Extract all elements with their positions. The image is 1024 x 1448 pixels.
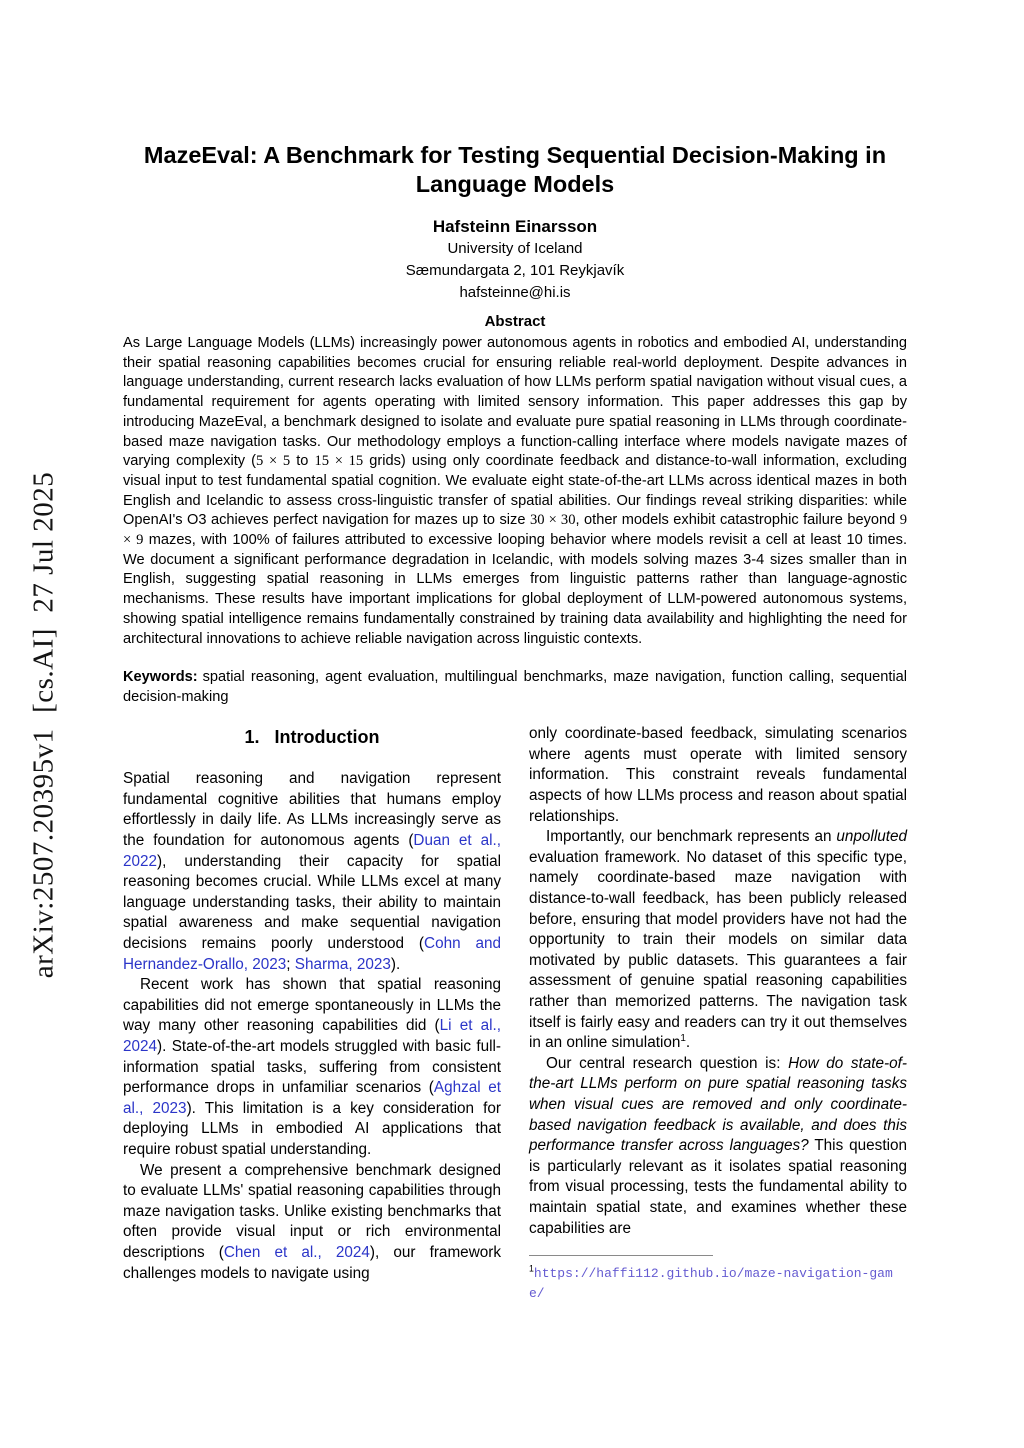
section-number: 1. (244, 727, 260, 748)
right-column (529, 724, 907, 1303)
footnote (529, 1255, 907, 1303)
arxiv-watermark: arXiv:2507.20395v1 [cs.AI] 27 Jul 2025 (27, 471, 60, 979)
footnote-text (529, 1263, 907, 1303)
author-address: Sæmundargata 2, 101 Reykjavík (405, 262, 625, 279)
two-column-body (123, 724, 907, 1303)
paragraph: Importantly, our benchmark represents an unpolluted evaluation framework. No dataset of this specific type, namely coordinate-based maze navigation with distance-to-wall feedback, has been publicly released before, ensuring that model providers have not had the opportunity to train their models on similar data motivated by public datasets. This guarantees a fair assessment of genuine spatial reasoning capabilities rather than memorized patterns. The navigation task itself is fairly easy and readers can try it out themselves in an online simulation$^1$. (529, 828, 907, 1052)
keywords-text: spatial reasoning, agent evaluation, multilingual benchmarks, maze navigation, function calling, sequential decision-making (123, 669, 907, 706)
footnote-rule (529, 1255, 713, 1256)
abstract-heading: Abstract (484, 313, 546, 330)
citation-link[interactable]: Duan et al., 2022 (123, 832, 502, 870)
paragraph: Spatial reasoning and navigation represent fundamental cognitive abilities that humans employ effortlessly in daily life. As LLMs increasingly serve as the foundation for autonomous agents (Duan et al., 2022), understanding their capacity for spatial reasoning becomes crucial. While LLMs excel at many language understanding tasks, their ability to maintain spatial awareness and make sequential navigation decisions remains poorly understood (Cohn and Hernandez-Orallo, 2023; Sharma, 2023). (123, 770, 502, 973)
citation-link[interactable]: Chen et al., 2024 (223, 1243, 370, 1261)
section-heading (123, 727, 501, 748)
paragraph: We present a comprehensive benchmark designed to evaluate LLMs' spatial reasoning capabilities through maze navigation tasks. Unlike existing benchmarks that often provide visual input or rich environmental descriptions (Chen et al., 2024), our framework challenges models to navigate using (123, 1161, 501, 1282)
paragraph: only coordinate-based feedback, simulating scenarios where agents must operate with limited sensory information. This constraint reveals fundamental aspects of how LLMs process and reason about spatial relationships. (529, 725, 907, 825)
author-email: hafsteinne@hi.is (459, 284, 571, 301)
author-block (123, 216, 907, 304)
author-name: Hafsteinn Einarsson (432, 217, 598, 236)
citation-link[interactable]: Sharma, 2023 (294, 955, 391, 973)
footnote-marker: 1 (529, 1263, 534, 1274)
keywords-label: Keywords: (123, 669, 198, 686)
footnote-url-link[interactable]: https://haffi112.github.io/maze-navigation-game/ (529, 1266, 893, 1302)
paper-title: MazeEval: A Benchmark for Testing Sequential Decision-Making in Language Models (143, 142, 887, 197)
abstract-text: As Large Language Models (LLMs) increasingly power autonomous agents in robotics and embodied AI, understanding their spatial reasoning capabilities becomes crucial for ensuring reliable real-world deployment. Despite advances in language understanding, current research lacks evaluation of how LLMs perform spatial navigation without visual cues, a fundamental requirement for agents operating with limited sensory information. This paper addresses this gap by introducing MazeEval, a benchmark designed to isolate and evaluate pure spatial reasoning in LLMs through coordinate-based maze navigation tasks. Our methodology employs a function-calling interface where models navigate mazes of varying complexity (5 × 5 to 15 × 15 grids) using only coordinate feedback and distance-to-wall information, excluding visual input to test fundamental spatial cognition. We evaluate eight state-of-the-art LLMs across identical mazes in both English and Icelandic to assess cross-linguistic transfer of spatial abilities. Our findings reveal striking disparities: while OpenAI's O3 achieves perfect navigation for mazes up to size 30 × 30, other models exhibit catastrophic failure beyond 9 × 9 mazes, with 100% of failures attributed to excessive looping behavior where models revisit a cell at least 10 times. We document a significant performance degradation in Icelandic, with models solving mazes 3-4 sizes smaller than in English, suggesting spatial reasoning in LLMs emerges from linguistic patterns rather than language-agnostic mechanisms. These results have important implications for global deployment of LLM-powered autonomous systems, showing spatial intelligence remains fundamentally constrained by training data availability and highlighting the need for architectural innovations to achieve reliable navigation across linguistic contexts. (123, 335, 908, 647)
keywords (123, 667, 907, 707)
citation-link[interactable]: Aghzal et al., 2023 (123, 1079, 501, 1117)
citation-link[interactable]: Li et al., 2024 (123, 1017, 501, 1055)
section-title: Introduction (274, 727, 380, 748)
author-affiliation: University of Iceland (447, 240, 583, 257)
left-column (123, 724, 501, 1284)
footnote-ref[interactable]: 1 (680, 1033, 686, 1045)
paragraph: Recent work has shown that spatial reasoning capabilities did not emerge spontaneously in LLMs the way many other reasoning capabilities did (Li et al., 2024). State-of-the-art models struggled with basic full-information spatial tasks, suffering from consistent performance drops in unfamiliar scenarios (Aghzal et al., 2023). This limitation is a key consideration for deploying LLMs in embodied AI applications that require robust spatial understanding. (123, 976, 502, 1158)
citation-link[interactable]: Cohn and Hernandez-Orallo, 2023 (123, 935, 502, 973)
paragraph: Our central research question is: How do state-of-the-art LLMs perform on pure spatial reasoning tasks when visual cues are removed and only coordinate-based navigation feedback is available, and does this performance transfer across languages? This question is particularly relevant as it isolates spatial reasoning from visual processing, tests the fundamental ability to maintain spatial state, and examines whether these capabilities are (529, 1054, 907, 1237)
